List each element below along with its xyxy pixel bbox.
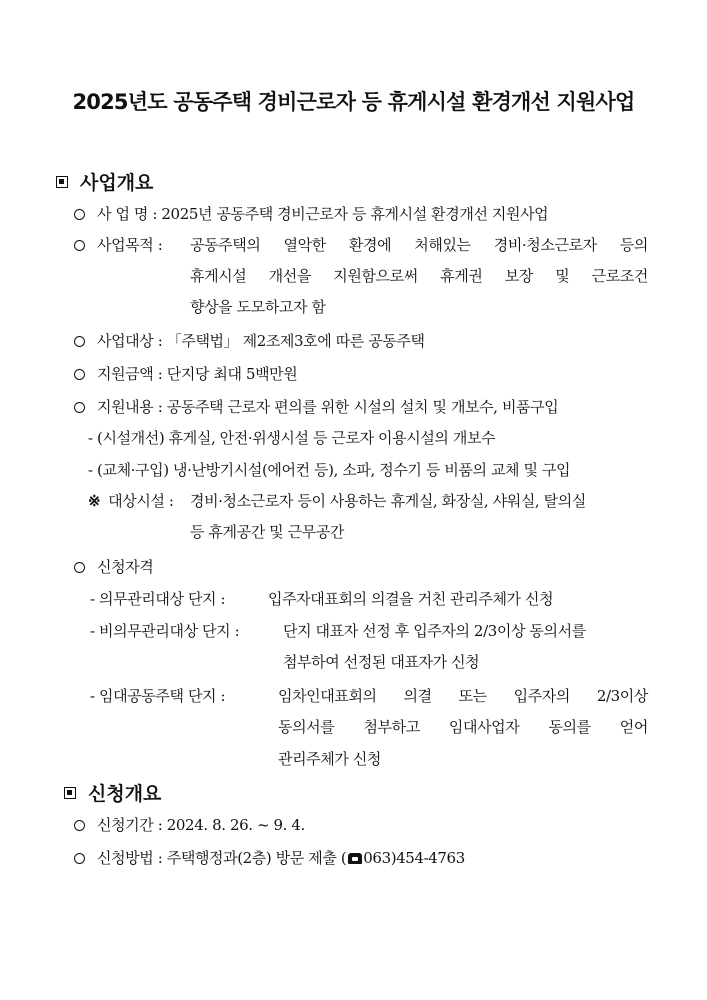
target-value: 「주택법」 제2조제3호에 따른 공동주택 <box>166 332 425 350</box>
project-name-row <box>74 204 548 224</box>
qualification-rental-line: 동의서를 첨부하고 임대사업자 동의를 얻어 <box>278 718 648 736</box>
method-row <box>74 848 465 868</box>
section-heading-label: 신청개요 <box>88 783 162 805</box>
circle-bullet-icon <box>74 562 85 573</box>
section-heading-label: 사업개요 <box>80 172 154 194</box>
circle-bullet-icon <box>74 853 85 864</box>
phone-number: 063)454-4763 <box>363 849 465 867</box>
facility-line: 등 휴게공간 및 근무공간 <box>190 523 345 541</box>
purpose-line: 휴게시설 개선을 지원함으로써 휴게권 보장 및 근로조건 <box>190 267 648 285</box>
content-label: 지원내용 : <box>97 398 163 416</box>
facility-row <box>88 491 174 511</box>
qualification-rental-line: 관리주체가 신청 <box>278 750 381 768</box>
section-heading-overview <box>56 168 153 195</box>
amount-row <box>74 364 297 384</box>
phone-icon <box>348 853 362 864</box>
qualification-rental-line: 임차인대표회의 의결 또는 입주자의 2/3이상 <box>278 687 648 705</box>
square-bullet-icon <box>56 176 68 188</box>
period-label: 신청기간 : <box>97 816 163 834</box>
circle-bullet-icon <box>74 240 85 251</box>
circle-bullet-icon <box>74 209 85 220</box>
content-value: 공동주택 근로자 편의를 위한 시설의 설치 및 개보수, 비품구입 <box>166 398 559 416</box>
period-row <box>74 815 305 835</box>
amount-label: 지원금액 : <box>97 365 163 383</box>
qualification-nonmandatory-line: 첨부하여 선정된 대표자가 신청 <box>283 653 480 671</box>
qualification-mandatory-value: 입주자대표회의 의결을 거친 관리주체가 신청 <box>268 590 554 608</box>
project-name-label: 사 업 명 : <box>97 205 158 223</box>
content-sub-item: - (교체·구입) 냉·난방기시설(에어컨 등), 소파, 정수기 등 비품의 교체 및 구입 <box>88 461 571 479</box>
section-heading-application <box>64 779 161 806</box>
purpose-line: 향상을 도모하고자 함 <box>190 298 326 316</box>
period-value: 2024. 8. 26. ~ 9. 4. <box>166 816 305 834</box>
target-row <box>74 331 425 351</box>
page-title: 2025년도 공동주택 경비근로자 등 휴게시설 환경개선 지원사업 <box>72 90 635 114</box>
reference-mark: ※ <box>88 492 101 510</box>
facility-label: 대상시설 : <box>108 492 174 510</box>
content-row <box>74 397 558 417</box>
qualification-label: 신청자격 <box>97 558 154 576</box>
target-label: 사업대상 : <box>97 332 163 350</box>
circle-bullet-icon <box>74 369 85 380</box>
project-name-value: 2025년 공동주택 경비근로자 등 휴게시설 환경개선 지원사업 <box>161 205 549 223</box>
purpose-row <box>74 235 162 255</box>
amount-value: 단지당 최대 5백만원 <box>166 365 298 383</box>
qualification-mandatory-label: - 의무관리대상 단지 : <box>90 590 226 608</box>
qualification-nonmandatory-label: - 비의무관리대상 단지 : <box>90 622 240 640</box>
circle-bullet-icon <box>74 402 85 413</box>
square-bullet-icon <box>64 787 76 799</box>
circle-bullet-icon <box>74 336 85 347</box>
method-label: 신청방법 : <box>97 849 163 867</box>
facility-line: 경비·청소근로자 등이 사용하는 휴게실, 화장실, 샤워실, 탈의실 <box>190 492 586 510</box>
circle-bullet-icon <box>74 820 85 831</box>
content-sub-item: - (시설개선) 휴게실, 안전·위생시설 등 근로자 이용시설의 개보수 <box>88 429 496 447</box>
purpose-line: 공동주택의 열악한 환경에 처해있는 경비·청소근로자 등의 <box>190 236 648 254</box>
qualification-row <box>74 557 153 577</box>
method-value: 주택행정과(2층) 방문 제출 ( <box>166 849 347 867</box>
purpose-label: 사업목적 : <box>97 236 163 254</box>
qualification-rental-label: - 임대공동주택 단지 : <box>90 687 226 705</box>
qualification-nonmandatory-line: 단지 대표자 선정 후 입주자의 2/3이상 동의서를 <box>283 622 586 640</box>
